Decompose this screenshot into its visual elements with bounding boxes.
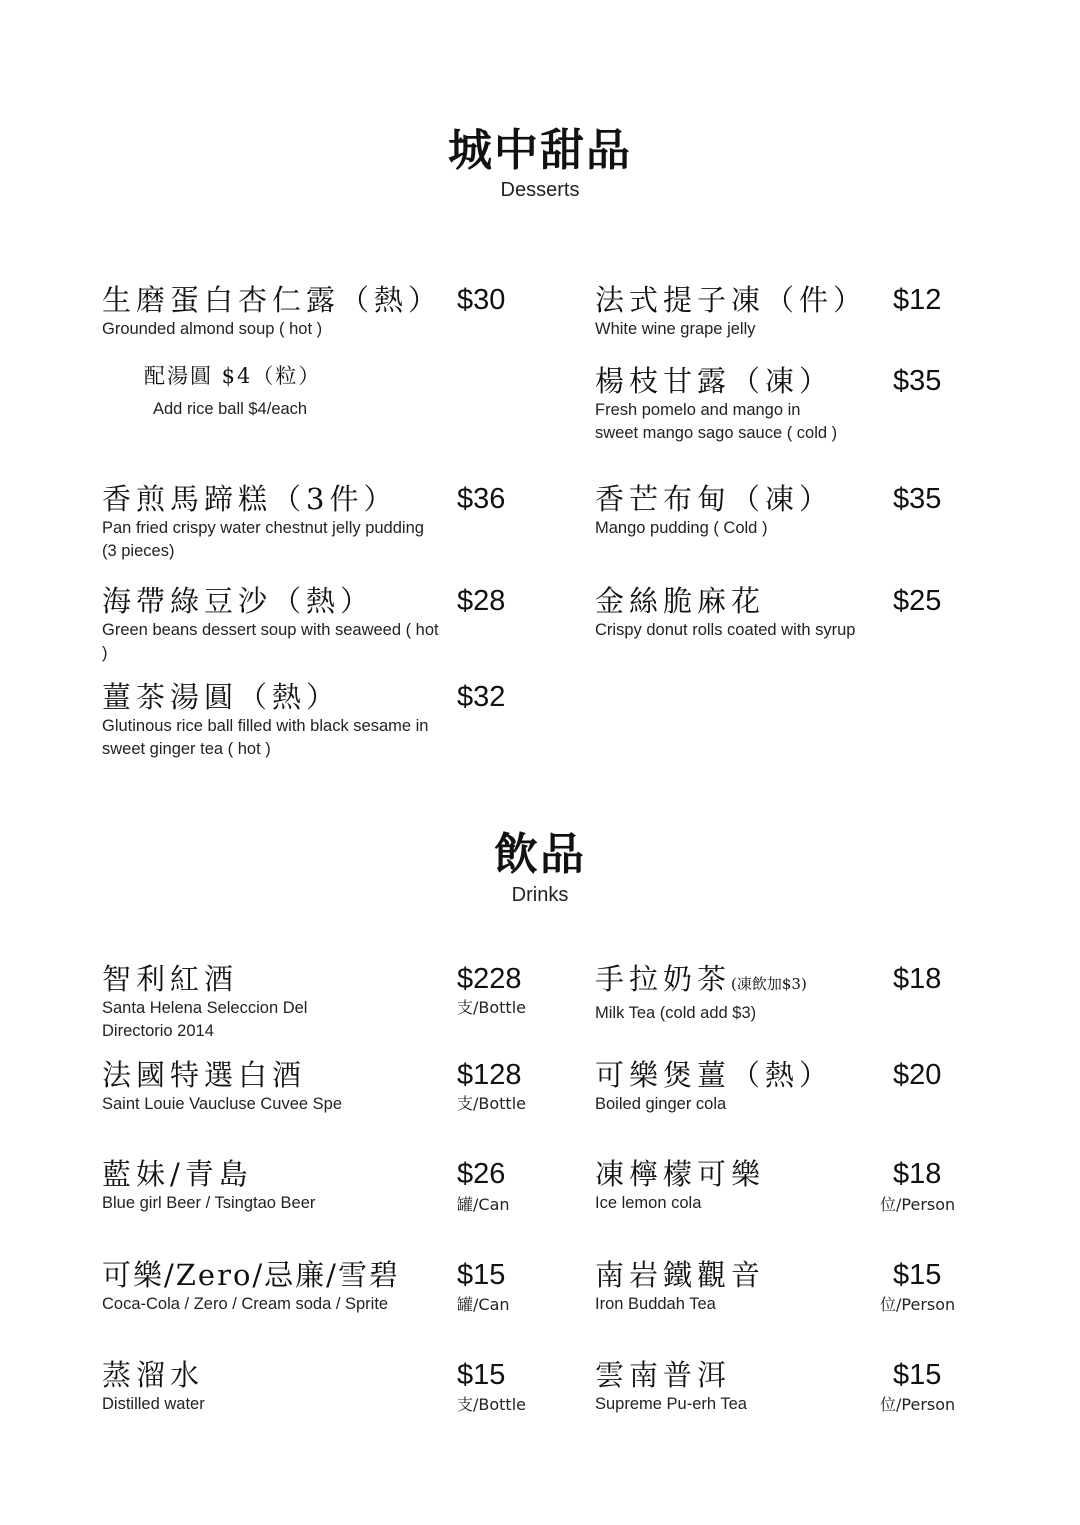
item-price: $18 — [893, 963, 942, 995]
item-name-en: Grounded almond soup ( hot ) — [102, 320, 323, 338]
item-price: $12 — [893, 284, 942, 316]
item-name-en: Pan fried crispy water chestnut jelly pudding (3 pieces) — [102, 519, 424, 560]
item-unit: 罐/Can — [457, 1195, 510, 1214]
item-name-en: Crispy donut rolls coated with syrup — [595, 621, 856, 639]
item-name-en: Mango pudding ( Cold ) — [595, 519, 768, 537]
item-unit: 支/Bottle — [457, 998, 526, 1017]
menu-item — [102, 1157, 442, 1215]
item-price: $18 — [893, 1158, 942, 1190]
item-name-en: Milk Tea (cold add $3) — [595, 1004, 757, 1022]
item-name-zh: 南岩鐵觀音 — [595, 1258, 766, 1292]
item-unit: 位/Person — [880, 1295, 956, 1314]
addon-en: Add rice ball $4/each — [153, 400, 308, 418]
item-price: $15 — [457, 1259, 506, 1291]
item-name-zh: 藍妹/青島 — [102, 1157, 253, 1191]
item-name-zh: 生磨蛋白杏仁露（熱） — [102, 283, 443, 317]
menu-item — [595, 962, 885, 1025]
item-name-zh: 香煎馬蹄糕（3件） — [102, 482, 398, 516]
item-price: $128 — [457, 1059, 522, 1091]
item-name-en: Saint Louie Vaucluse Cuvee Spe — [102, 1095, 343, 1113]
item-name-en: Boiled ginger cola — [595, 1095, 727, 1113]
item-name-zh: 金絲脆麻花 — [595, 584, 766, 618]
item-name-en: White wine grape jelly — [595, 320, 756, 338]
item-note-zh: (凍飲加$3) — [731, 975, 807, 993]
item-price: $36 — [457, 483, 506, 515]
item-price: $15 — [457, 1359, 506, 1391]
item-name-zh: 法國特選白酒 — [102, 1058, 307, 1092]
item-name-zh: 可樂煲薑（熱） — [595, 1058, 834, 1092]
addon-zh: 配湯圓 $4（粒） — [144, 364, 322, 388]
item-name-zh: 法式提子凍（件） — [595, 283, 868, 317]
menu-item — [102, 962, 442, 1043]
item-name-en: Glutinous rice ball filled with black sesame in sweet ginger tea ( hot ) — [102, 717, 429, 758]
menu-item — [102, 680, 447, 761]
item-name-zh — [595, 962, 885, 1001]
item-name-zh: 可樂/Zero/忌廉/雪碧 — [102, 1258, 400, 1292]
desserts-subtitle: Desserts — [500, 179, 580, 201]
item-name-en: Fresh pomelo and mango in sweet mango sago sauce ( cold ) — [595, 401, 838, 442]
menu-item — [595, 1358, 875, 1416]
menu-item — [102, 1258, 447, 1316]
item-unit: 位/Person — [880, 1195, 956, 1214]
item-name-zh: 智利紅酒 — [102, 962, 239, 996]
item-price: $228 — [457, 963, 522, 995]
menu-item — [595, 1058, 885, 1116]
drinks-title: 飲品 — [494, 829, 586, 880]
item-price: $25 — [893, 585, 942, 617]
item-name-zh: 海帶綠豆沙（熱） — [102, 584, 375, 618]
menu-item — [595, 1157, 875, 1215]
item-price: $26 — [457, 1158, 506, 1190]
drinks-subtitle: Drinks — [511, 884, 569, 906]
item-price: $28 — [457, 585, 506, 617]
item-price: $15 — [893, 1259, 942, 1291]
item-price: $20 — [893, 1059, 942, 1091]
item-price: $35 — [893, 483, 942, 515]
item-price: $32 — [457, 681, 506, 713]
item-name-zh: 蒸溜水 — [102, 1358, 205, 1392]
item-name-en: Ice lemon cola — [595, 1194, 702, 1212]
item-name-zh: 凍檸檬可樂 — [595, 1157, 766, 1191]
item-name-en: Iron Buddah Tea — [595, 1295, 716, 1313]
item-name-en: Blue girl Beer / Tsingtao Beer — [102, 1194, 316, 1212]
item-name-en: Santa Helena Seleccion Del Directorio 2014 — [102, 999, 308, 1040]
item-name-en: Coca-Cola / Zero / Cream soda / Sprite — [102, 1295, 389, 1313]
item-name-zh: 薑茶湯圓（熱） — [102, 680, 341, 714]
desserts-title: 城中甜品 — [448, 125, 632, 176]
item-name-zh-main: 手拉奶茶 — [595, 962, 732, 996]
item-name-en: Green beans dessert soup with seaweed ( hot ) — [102, 621, 439, 662]
menu-item — [595, 364, 840, 445]
item-name-zh: 楊枝甘露（凍） — [595, 364, 834, 398]
item-unit: 支/Bottle — [457, 1395, 526, 1414]
item-name-zh: 香芒布甸（凍） — [595, 482, 834, 516]
menu-item — [102, 584, 442, 665]
menu-item — [595, 283, 885, 341]
item-price: $15 — [893, 1359, 942, 1391]
item-price: $35 — [893, 365, 942, 397]
menu-item — [595, 482, 885, 540]
item-unit: 支/Bottle — [457, 1094, 526, 1113]
menu-item — [102, 1358, 442, 1416]
item-name-en: Supreme Pu-erh Tea — [595, 1395, 747, 1413]
menu-item — [595, 1258, 875, 1316]
menu-item — [102, 1058, 442, 1116]
menu-item — [595, 584, 890, 642]
item-price: $30 — [457, 284, 506, 316]
menu-item — [102, 283, 442, 341]
menu-item — [102, 482, 442, 563]
item-name-en: Distilled water — [102, 1395, 205, 1413]
item-unit: 位/Person — [880, 1395, 956, 1414]
item-name-zh: 雲南普洱 — [595, 1358, 732, 1392]
item-unit: 罐/Can — [457, 1295, 510, 1314]
